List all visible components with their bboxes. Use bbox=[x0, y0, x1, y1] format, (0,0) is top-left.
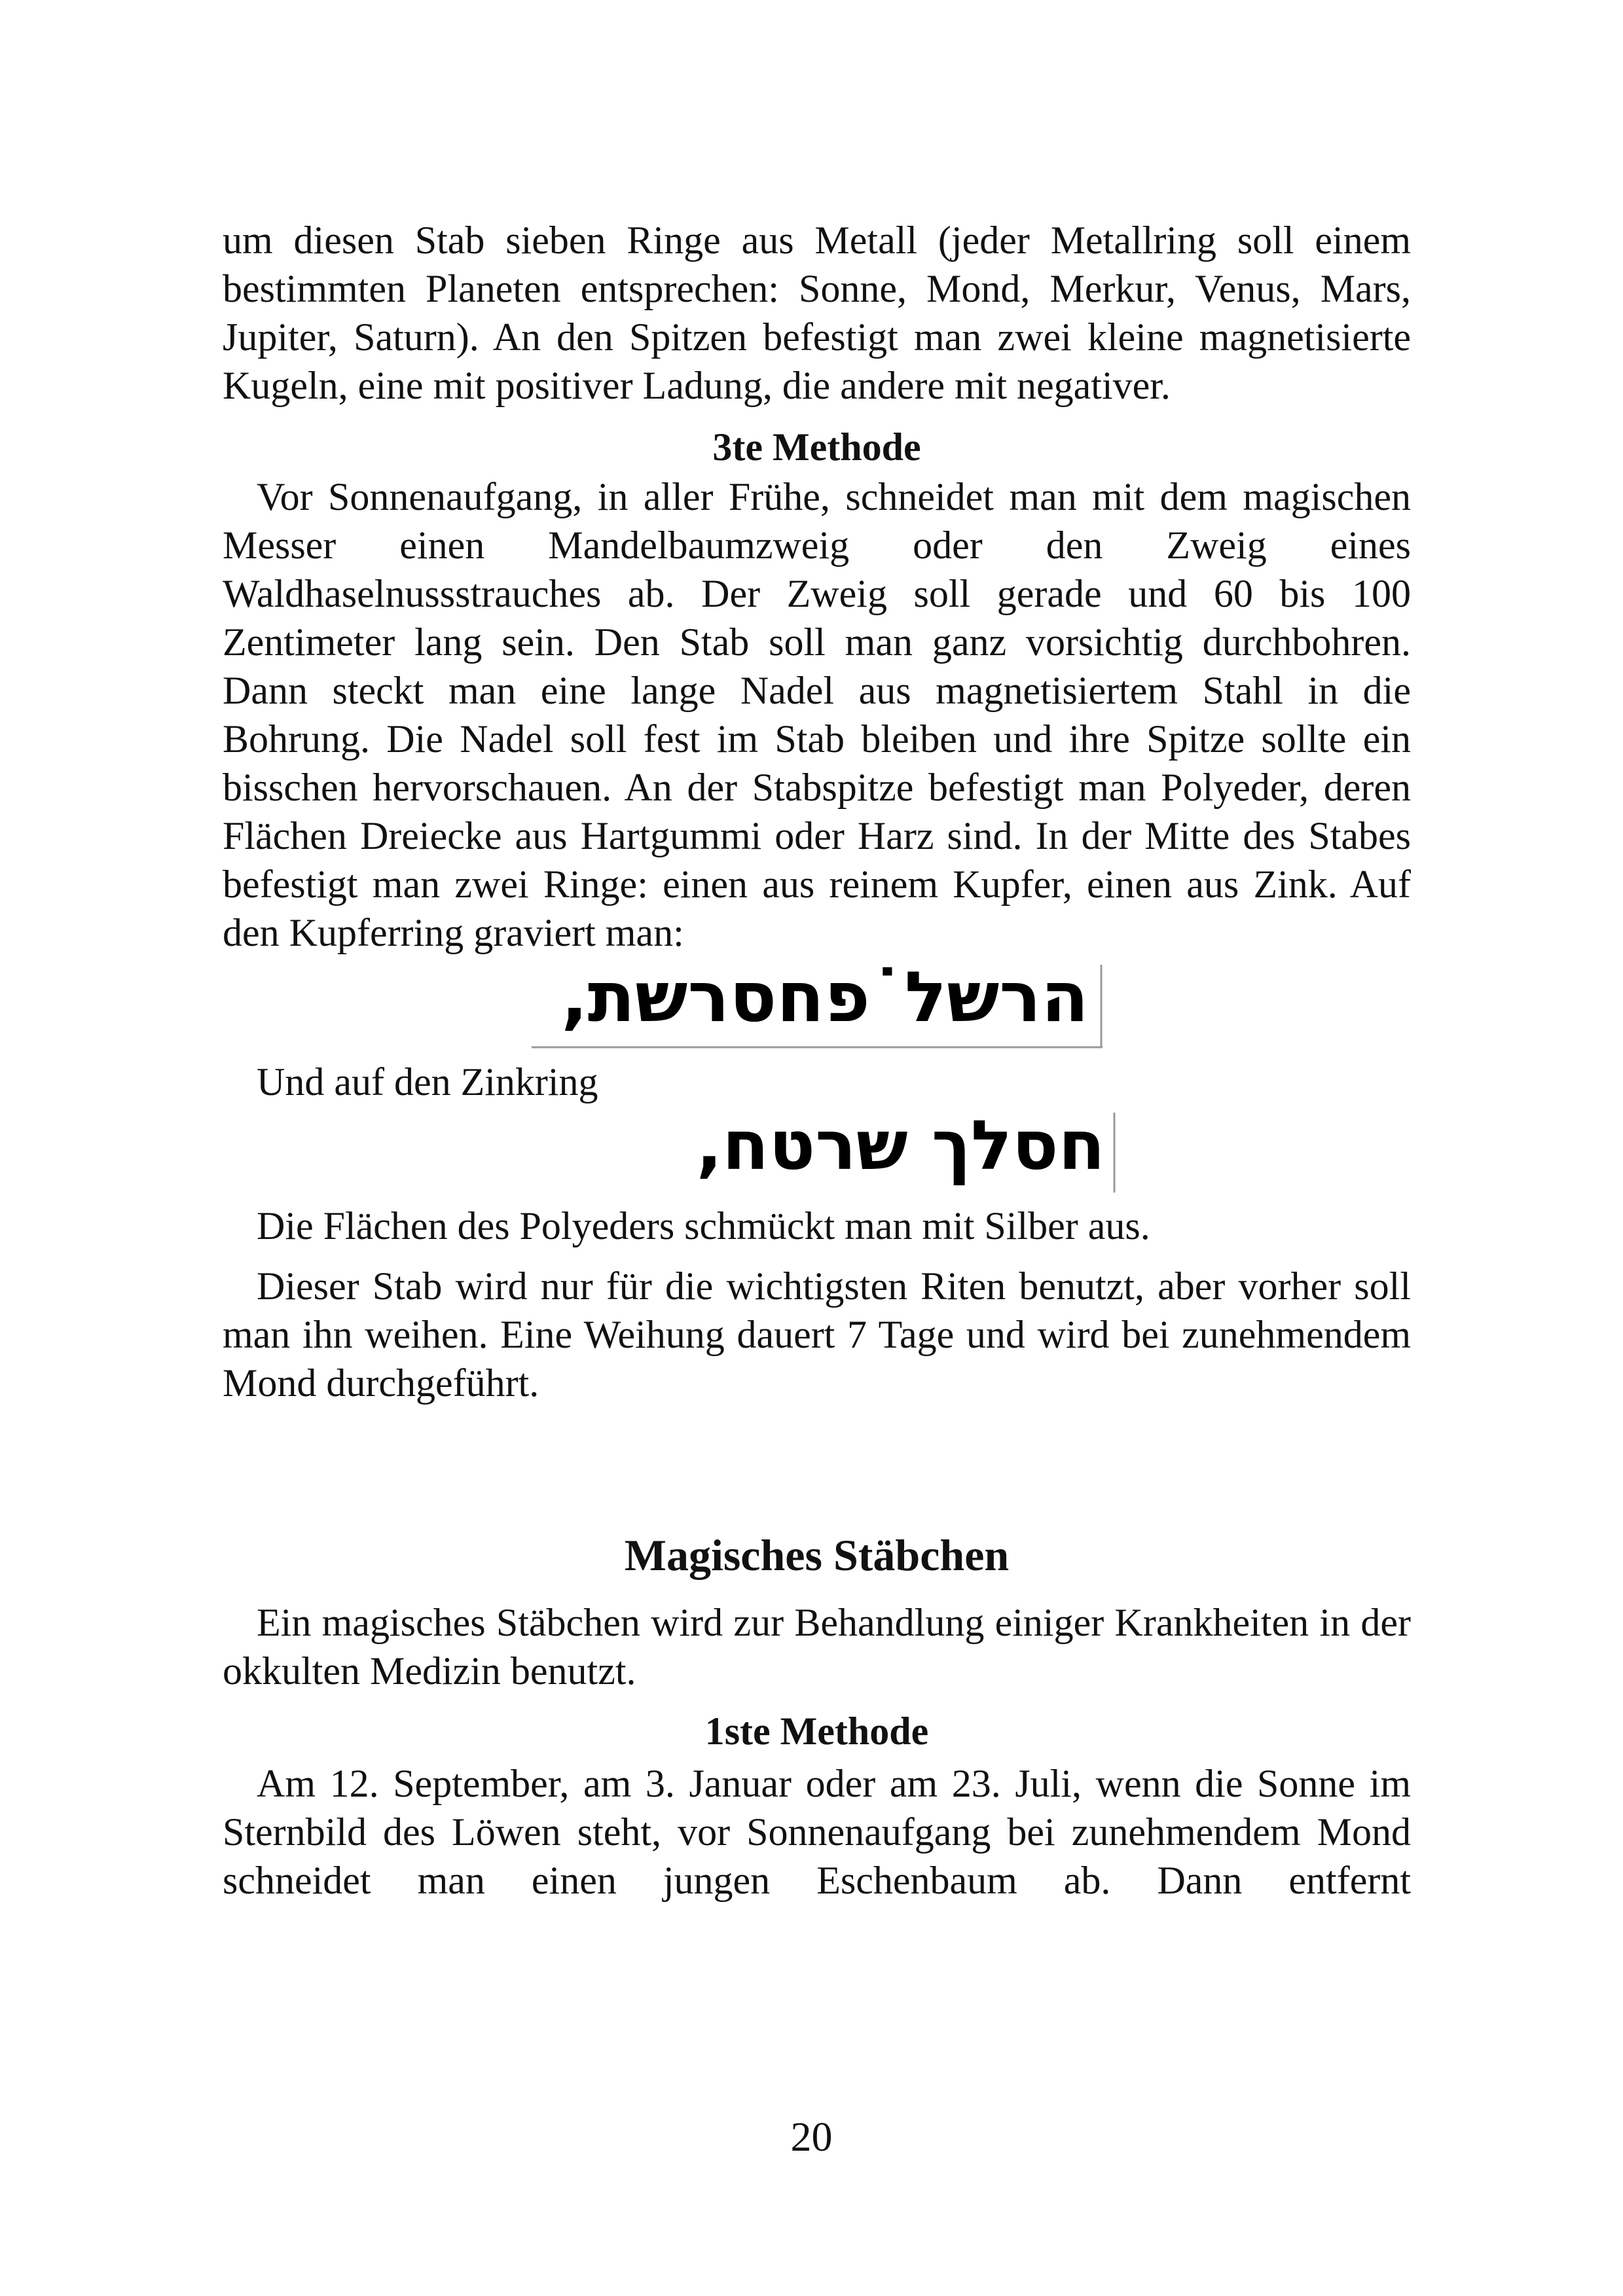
paragraph-weihung: Dieser Stab wird nur für die wichtigsten Riten benutzt, aber vorher soll man ihn weihen. Eine Weihung dauert 7 Tage und wird bei zunehmendem Mond durchgeführt. bbox=[223, 1265, 1411, 1405]
paragraph-1ste-methode: Am 12. September, am 3. Januar oder am 23. Juli, wenn die Sonne im Sternbild des Löwen steht, vor Sonnenaufgang bei zunehmendem Mond schneidet man einen jungen Eschenbaum ab. Dann entfernt bbox=[223, 1762, 1411, 1902]
heading-1ste-methode: 1ste Methode bbox=[704, 1710, 929, 1753]
section-title-magisches-staebchen: Magisches Stäbchen bbox=[624, 1530, 1010, 1580]
hebrew-inscription-zinc bbox=[660, 1110, 1118, 1195]
page-body bbox=[223, 216, 1411, 1905]
hebrew-text-copper: הרשל˙פחסרשת, bbox=[560, 961, 1089, 1037]
paragraph-continued: um diesen Stab sieben Ringe aus Metall (jeder Metallring soll einem bestimmten Planeten entsprechen: Sonne, Mond, Merkur, Venus, Mars, Jupiter, Saturn). An den Spitzen befestigt man zwei kleine magnetisierte Kugeln, eine mit positiver Ladung, die andere mit negativer. bbox=[223, 219, 1411, 407]
hebrew-inscription-copper bbox=[529, 961, 1105, 1052]
paragraph-polyeder-silber: Die Flächen des Polyeders schmückt man mit Silber aus. bbox=[257, 1204, 1150, 1247]
paragraph-3te-methode: Vor Sonnenaufgang, in aller Frühe, schneidet man mit dem magischen Messer einen Mandelbaumzweig oder den Zweig eines Waldhaselnussstrauches ab. Der Zweig soll gerade und 60 bis 100 Zentimeter lang sein. Den Stab soll man ganz vorsichtig durchbohren. Dann steckt man eine lange Nadel aus magnetisiertem Stahl in die Bohrung. Die Nadel soll fest im Stab bleiben und ihre Spitze sollte ein bisschen hervorschauen. An der Stabspitze befestigt man Polyeder, deren Flächen Dreiecke aus Hartgummi oder Harz sind. In der Mitte des Stabes befestigt man zwei Ringe: einen aus reinem Kupfer, einen aus Zink. Auf den Kupferring graviert man: bbox=[223, 475, 1411, 954]
page-number: 20 bbox=[790, 2113, 833, 2160]
paragraph-zinkring: Und auf den Zinkring bbox=[257, 1060, 598, 1103]
hebrew-text-zinc: חסלך שרטח, bbox=[696, 1110, 1105, 1185]
paragraph-staebchen: Ein magisches Stäbchen wird zur Behandlung einiger Krankheiten in der okkulten Medizin benutzt. bbox=[223, 1601, 1411, 1693]
heading-3te-methode: 3te Methode bbox=[712, 425, 921, 469]
